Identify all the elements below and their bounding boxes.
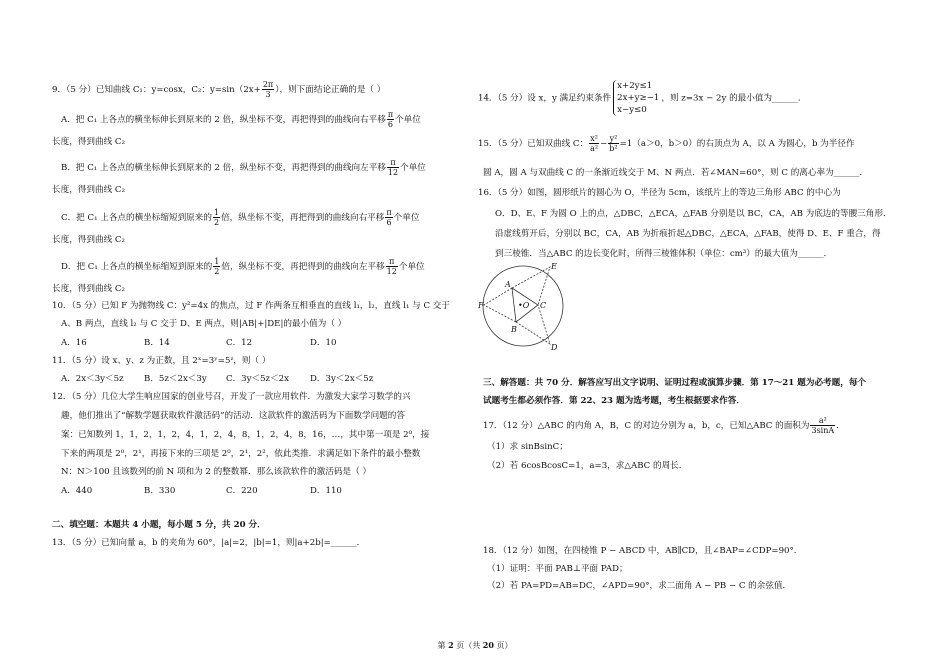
q12-line3: 案：已知数列 1，1，2，1，2，4，1，2，4，8，1，2，4，8，16，…，其中第一项是 2⁰，接 — [61, 430, 430, 440]
label-d: D — [551, 343, 558, 350]
fold-line-f — [484, 288, 516, 322]
q18-part1: （1）证明：平面 PAB⊥平面 PAD； — [487, 564, 628, 574]
q12-line5: N：N＞100 且该数列的前 N 项和为 2 的整数幂．那么该款软件的激活码是（ ） — [61, 467, 372, 477]
q12-option-a: A．440 — [61, 486, 93, 496]
q9-stem-fraction: $\frac{2\pi}{3}$ — [262, 80, 274, 99]
section-solutions-heading-line1: 三、解答题：共 70 分．解答应写出文字说明、证明过程或演算步骤．第 17～21 题为必考题，每个 — [483, 378, 867, 388]
q9-option-b-cont: 长度，得到曲线 C₂ — [52, 185, 125, 195]
q15-line2: 圆 A，圆 A 与双曲线 C 的一条渐近线交于 M、N 两点．若∠MAN=60°，则 C 的离心率为______． — [483, 168, 869, 178]
q10-option-d: D．10 — [310, 338, 337, 348]
q12-option-b: B．330 — [144, 486, 176, 496]
q10-option-b: B．14 — [144, 338, 170, 348]
q9-option-d: D．把 C₁ 上各点的横坐标缩短到原来的 $\frac{1}{2}$ 倍，纵坐标不变，再把得到的曲线向左平移 $\frac{\pi}{12}$ 个单位 — [61, 257, 425, 276]
q16-line4: 到三棱锥．当△ABC 的边长变化时，所得三棱锥体积（单位：cm³）的最大值为______． — [495, 249, 833, 259]
q12-option-d: D．110 — [310, 486, 342, 496]
q12-line1: 12．（5 分）几位大学生响应国家的创业号召，开发了一款应用软件．为激发大家学习数学的兴 — [52, 392, 411, 402]
total-pages: 20 — [482, 640, 494, 650]
label-a: A — [505, 280, 511, 289]
q9-stem: 9．（5 分）已知曲线 C₁：y=cosx，C₂：y=sin（2x+ $\frac{2\pi}{3}$ ），则下面结论正确的是（ ） — [52, 80, 386, 99]
q11-option-d: D．3y＜2x＜5z — [310, 374, 374, 384]
q10-option-c: C．12 — [226, 338, 253, 348]
q14-stem: 14．（5 分）设 x，y 满足约束条件 x+2y≤1 2x+y≥−1 x−y≤0 ，则 z=3x − 2y 的最小值为______． — [478, 81, 807, 115]
q15-line1: 15．（5 分）已知双曲线 C： $\frac{\text{x²}}{\text{a²}}$ − $\frac{\text{y²}}{\text{b²}}$ =1（a＞0，b＞0）的右顶点为 A，以 A 为圆心，b 为半径作 — [478, 134, 855, 153]
q12-option-c: C．220 — [226, 486, 258, 496]
q10-line1: 10．（5 分）已知 F 为抛物线 C：y²=4x 的焦点，过 F 作两条互相垂直的直线 l₁，l₂，直线 l₁ 与 C 交于 — [52, 301, 450, 311]
label-f: F — [478, 301, 484, 310]
q18-part2: （2）若 PA=PD=AB=DC，∠APD=90°，求二面角 A − PB − C 的余弦值． — [487, 581, 792, 591]
q10-option-a: A．16 — [61, 338, 87, 348]
q18-stem: 18．（12 分）如图，在四棱锥 P − ABCD 中，AB∥CD，且∠BAP=∠CDP=90°． — [483, 546, 803, 556]
label-e: E — [551, 262, 557, 271]
current-page: 2 — [448, 640, 454, 650]
q12-line2: 趣，他们推出了“解数学题获取软件激活码”的活动．这款软件的激活码为下面数学问题的答 — [61, 411, 405, 421]
q12-line4: 下来的两项是 2⁰，2¹，再接下来的三项是 2⁰，2¹，2²，依此类推．求满足如下条件的最小整数 — [61, 449, 421, 459]
q17-stem: 17．（12 分）△ABC 的内角 A，B，C 的对边分别为 a，b，c，已知△ABC 的面积为 $\frac{\text{a²}}{3\sin A}$ ． — [483, 416, 845, 435]
fold-line-d — [516, 305, 550, 344]
fold-line-e — [512, 267, 550, 305]
q9-option-c-cont: 长度，得到曲线 C₂ — [52, 235, 125, 245]
q17-part2: （2）若 6cosBcosC=1，a=3，求△ABC 的周长． — [487, 461, 688, 471]
q9-option-a: A．把 C₁ 上各点的横坐标伸长到原来的 2 倍，纵坐标不变，再把得到的曲线向右平移 $\frac{\pi}{6}$ 个单位 — [61, 110, 421, 129]
q9-option-c: C．把 C₁ 上各点的横坐标缩短到原来的 $\frac{1}{2}$ 倍，纵坐标不变，再把得到的曲线向右平移 $\frac{\pi}{6}$ 个单位 — [61, 208, 420, 227]
q9-option-a-cont: 长度，得到曲线 C₂ — [52, 137, 125, 147]
q16-line1: 16．（5 分）如图，圆形纸片的圆心为 O，半径为 5cm，该纸片上的等边三角形 ABC 的中心为 — [478, 188, 841, 198]
label-b: B — [511, 325, 517, 334]
q11-option-a: A．2x＜3y＜5z — [61, 374, 124, 384]
q14-constraint-system: x+2y≤1 2x+y≥−1 x−y≤0 — [613, 80, 659, 116]
q16-circle-figure — [478, 262, 578, 350]
q16-line2: O．D、E、F 为圆 O 上的点，△DBC，△ECA，△FAB 分别是以 BC，CA，AB 为底边的等腰三角形． — [495, 209, 892, 219]
label-o: •O — [518, 301, 530, 310]
q9-option-b: B．把 C₁ 上各点的横坐标伸长到原来的 2 倍，纵坐标不变，再把得到的曲线向左平移 $\frac{\pi}{12}$ 个单位 — [61, 158, 426, 177]
q11-stem: 11．（5 分）设 x、y、z 为正数，且 2ˣ=3ʸ=5ᶻ，则（ ） — [52, 356, 271, 366]
q16-line3: 沿虚线剪开后，分别以 BC，CA，AB 为折痕折起△DBC，△ECA，△FAB，使得 D、E、F 重合，得 — [495, 229, 881, 239]
section-fill-in-heading: 二、填空题：本题共 4 小题，每小题 5 分，共 20 分． — [52, 520, 266, 530]
page-footer: 第 2 页（共 20 页） — [437, 640, 513, 650]
q13-stem: 13．（5 分）已知向量 a，b 的夹角为 60°，|a|=2，|b|=1，则|a+2b|=______． — [52, 538, 366, 548]
q10-line2: A、B 两点，直线 l₂ 与 C 交于 D、E 两点，则|AB|+|DE|的最小值为（ ） — [61, 319, 347, 329]
label-c: C — [540, 301, 547, 310]
q17-part1: （1）求 sinBsinC； — [487, 442, 568, 452]
q11-option-b: B．5z＜2x＜3y — [144, 374, 207, 384]
q9-option-d-cont: 长度，得到曲线 C₂ — [52, 284, 125, 294]
q11-option-c: C．3y＜5z＜2x — [226, 374, 289, 384]
section-solutions-heading-line2: 试题考生都必须作答．第 22、23 题为选考题，考生根据要求作答． — [483, 396, 745, 406]
